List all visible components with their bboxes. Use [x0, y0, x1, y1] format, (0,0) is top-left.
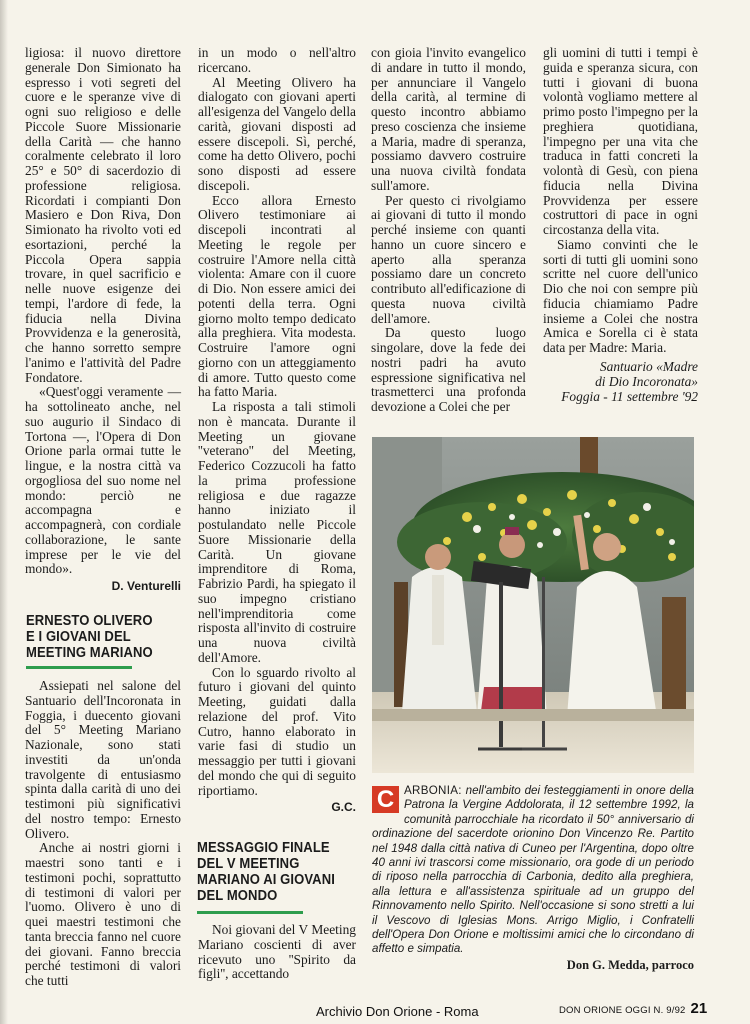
paragraph: Ecco allora Ernesto Olivero testimoniare ai discepoli incontrati al Meeting le regole per costruire l'Amore nella città violenta: Amare con il cuore di Dio. Non essere amici dei potenti della terra. Ogni giorno molto tempo dedicato alla preghiera. Vita modesta. Costruire l'amore ogni giorno con un atteggiamento di amore. Tutto questo come ha fatto Maria. [198, 192, 356, 400]
headline-line: MARIANO AI GIOVANI [197, 872, 335, 888]
page-number: 21 [690, 1000, 708, 1017]
paragraph: La risposta a tali stimoli non è mancata. Durante il Meeting un giovane ''veterano'' del Meeting, Federico Cozzucoli ha fatto la prima professione religiosa e due ragazze hanno iniziato il postulandato nelle Piccole Suore Missionarie della Carità. Un giovane imprenditore di Roma, Fabrizio Pardi, ha spiegato il suo impegno cristiano nell'imprenditoria come risposta all'invito di costruire una nuova civiltà dell'Amore. [198, 399, 356, 665]
paragraph: con gioia l'invito evangelico di andare in tutto il mondo, per annunciare il Vangelo della carità, al termine di questo incontro abbiamo preso coscienza che insieme a Maria, madre di speranza, possiamo davvero costruire una nuova civiltà fondata sull'amore. [371, 45, 526, 193]
headline-line: ERNESTO OLIVERO [26, 613, 153, 629]
headline-line: DEL V MEETING [197, 856, 300, 872]
photo-caption [372, 784, 694, 972]
headline-line: MEETING MARIANO [26, 645, 153, 661]
archive-label: Archivio Don Orione - Roma [316, 1004, 479, 1019]
paragraph: «Quest'oggi veramente — ha sottolineato anche, nel suo augurio il Sindaco di Tortona —, l'Opera di Don Orione parla ormai tutte le lingue, e la nostra città va orgogliosa del suo nome nel mondo: perciò ne accompagna e accompagnerà, con cordiale collaborazione, le sante imprese per le vie del mondo». [25, 384, 181, 577]
headline-line: E I GIOVANI DEL [26, 629, 131, 645]
headline-line: DEL MONDO [197, 888, 278, 904]
paragraph: Siamo convinti che le sorti di tutti gli uomini sono scritte nel cuore dell'unico Dio che noi con sempre più fiducia chiamiamo Padre insieme a Colei che nostra Amica e Sorella ci è stata data per Madre: Maria. [543, 236, 698, 355]
paragraph: ligiosa: il nuovo direttore generale Don Simionato ha espresso i voti segreti del cuore e le speranze vive di ogni suo religioso e delle Piccole Suore Missionarie della Carità — che hanno coralmente celebrato il loro 25° e 50° di sacerdozio di professione religiosa. Ricordati i compianti Don Masiero e Don Riva, Don Simionato ha rivolto voti ed esortazioni, perché la Piccola Opera sappia trovare, in quel sacrificio e nelle nuove esigenze dei tempi, l'ardore di fede, la fiducia nella Divina Provvidenza e la generosità, che hanno sorretto sempre l'animo e l'attività del Padre Fondatore. [25, 45, 181, 385]
column-4 [543, 46, 698, 404]
page-edge [0, 0, 8, 1024]
caption-first-word: ARBONIA: [404, 784, 462, 797]
paragraph: Assiepati nel salone del Santuario dell'Incoronata in Foggia, i duecento giovani del 5° Meeting Mariano Nazionale, sono stati investiti da un'onda travolgente di entusiasmo spinta dalla carità di uno dei testimoni più significativi del nostro tempo: Ernesto Olivero. [25, 678, 181, 841]
drop-cap: C [372, 786, 399, 813]
paragraph: Con lo sguardo rivolto al futuro i giovani del quinto Meeting, guidati dalla relazione del prof. Vito Cutro, hanno elaborato in varie fasi di studio un messaggio per tutti i giovani del mondo che qui di seguito riportiamo. [198, 664, 356, 798]
page-footer [559, 1000, 707, 1018]
headline-rule [26, 666, 132, 669]
dateline-line: di Dio Incoronata» [595, 373, 698, 389]
article-2-body [25, 679, 181, 989]
magazine-name: DON ORIONE OGGI N. 9/92 [559, 1005, 686, 1016]
column-1 [25, 46, 181, 594]
paragraph: Anche ai nostri giorni i maestri sono tanti e i testimoni pochi, soprattutto di testimoni di valori per l'uomo. Olivero è uno di quei maestri testimoni che tanta breccia fanno nel cuore dei giovani. Fanno breccia perché testimoni di valori che tutti [25, 840, 181, 988]
signature: D. Venturelli [111, 579, 181, 593]
headline-ernesto-olivero [26, 613, 153, 661]
headline-messaggio-finale [197, 840, 335, 904]
column-2 [198, 46, 356, 815]
paragraph: Da questo luogo singolare, dove la fede dei nostri padri ha avuto espressione significativa nel trasmetterci una profonda devozione a Colei che per [371, 325, 526, 414]
caption-signature: Don G. Medda, parroco [566, 957, 694, 972]
dateline-line: Santuario «Madre [599, 358, 698, 374]
photo-illustration [372, 437, 694, 773]
dateline [543, 359, 698, 404]
headline-rule [197, 911, 303, 914]
paragraph: gli uomini di tutti i tempi è guida e speranza sicura, con tutti i giovani di buona volontà vogliamo mettere al primo posto l'impegno per la preghiera quotidiana, l'impegno per una vita che traduca in fatti concreti la volontà di Gesù, con piena fiducia nella Divina Provvidenza per essere costruttori di pace in ogni circostanza della vita. [543, 45, 698, 237]
headline-line: MESSAGGIO FINALE [197, 840, 330, 856]
paragraph: Al Meeting Olivero ha dialogato con giovani aperti all'esigenza del Vangelo della carità, giovani disposti ad essere discepoli. Sì, perché, come ha detto Olivero, pochi sono disposti ad essere discepoli. [198, 74, 356, 193]
photo-celebration [372, 437, 694, 773]
column-3 [371, 46, 526, 415]
article-3-body [198, 923, 356, 982]
paragraph: Per questo ci rivolgiamo ai giovani di tutto il mondo perché insieme con quanti hanno un cuore sincero e aperto alla speranza possiamo dare un concreto contributo all'edificazione di questa nuova civiltà dell'amore. [371, 192, 526, 326]
caption-text: nell'ambito dei festeggiamenti in onore della Patrona la Vergine Addolorata, il 12 settembre 1992, la comunità parrocchiale ha ricordato il 50° anniversario di ordinazione del sacerdote orionino Don Vincenzo Re. Partito nel 1948 dalla città nativa di Cuneo per l'Argentina, dopo oltre 40 anni ivi trascorsi come missionario, ora gode di un periodo di riposo nella parrocchia di Carbonia, dedito alla preghiera, alla lettura e all'assistenza spirituale ad un gruppo del Rinnovamento nello Spirito. Nell'occasione si sono stretti a lui il Vescovo di Iglesias Mons. Arrigo Miglio, i Confratelli dell'Opera Don Orione e moltissimi amici che lo circondano di affetto e simpatia. [372, 784, 694, 956]
paragraph: in un modo o nell'altro ricercano. [198, 45, 356, 75]
paragraph: Noi giovani del V Meeting Mariano coscienti di aver ricevuto uno ''Spirito da figli'', accettando [198, 922, 356, 982]
signature: G.C. [331, 800, 356, 815]
dateline-line: Foggia - 11 settembre '92 [561, 388, 698, 404]
